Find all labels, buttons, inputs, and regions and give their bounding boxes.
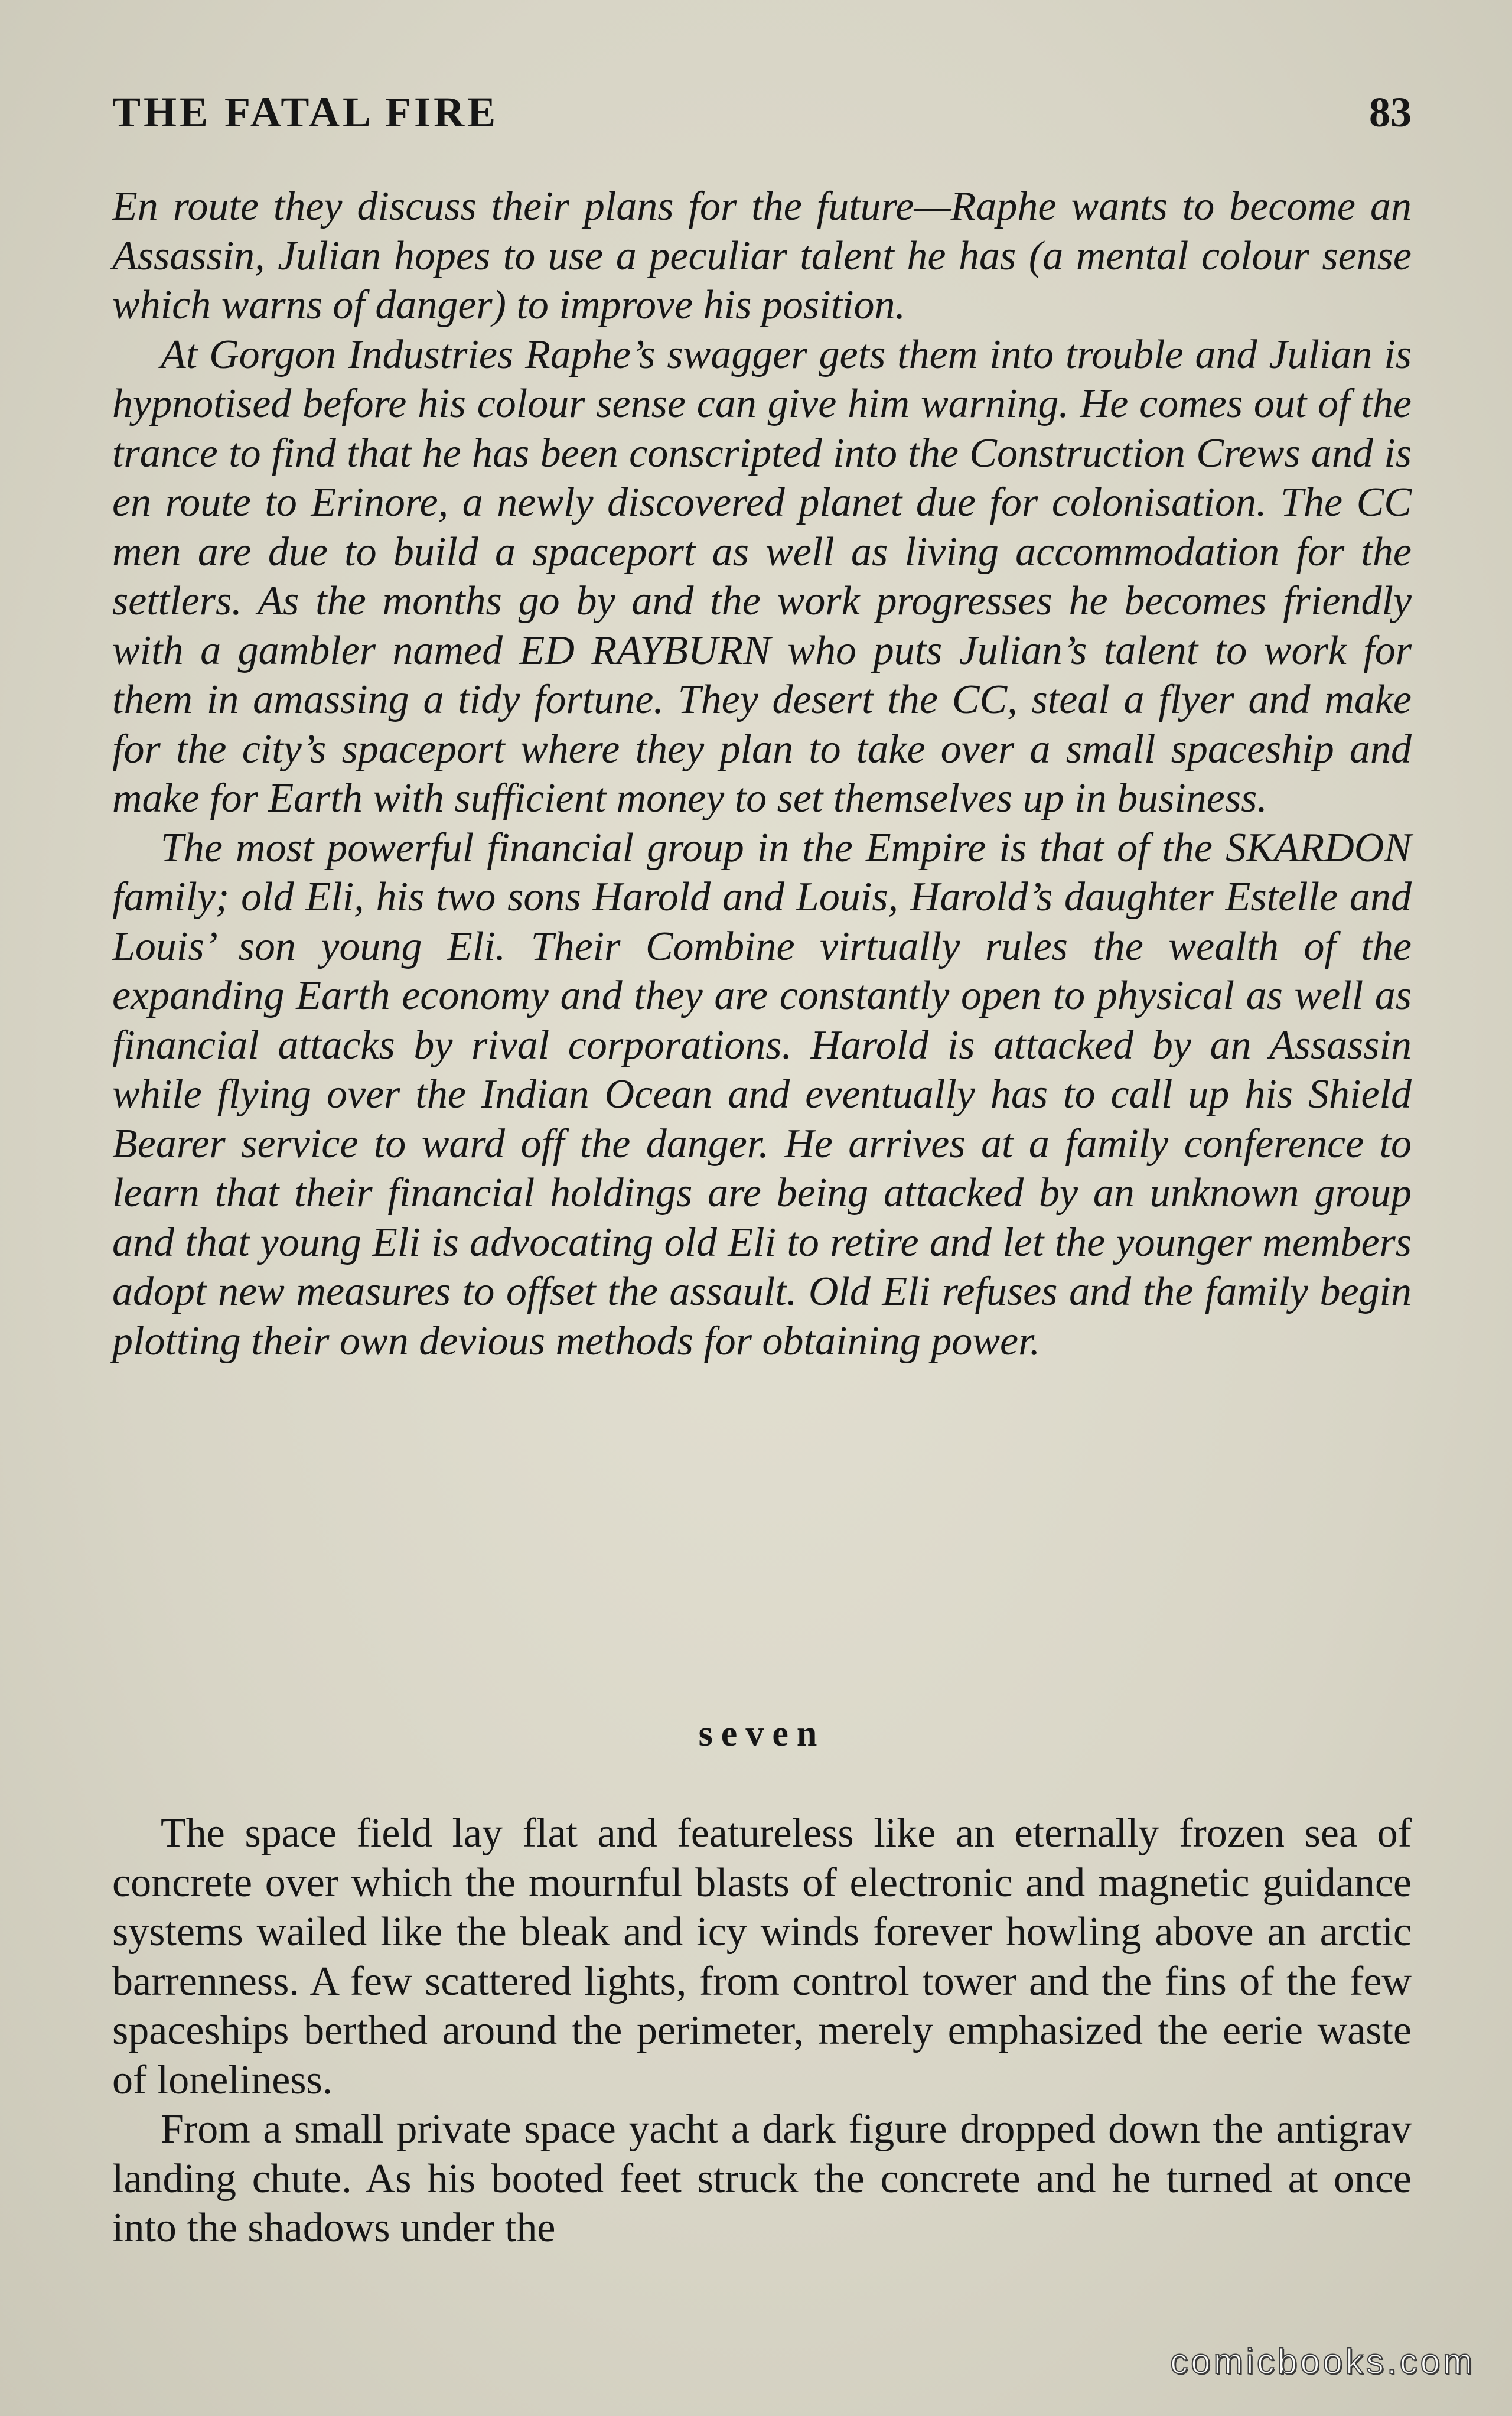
chapter-body bbox=[112, 1809, 1412, 2253]
synopsis-paragraph: En route they discuss their plans for the future—Raphe wants to become an Assassin, Julian hopes to use a peculiar talent he has (a mental colour sense which warns of danger) to improve his position. bbox=[112, 184, 1412, 328]
body-paragraph: From a small private space yacht a dark figure dropped down the antigrav landing chute. As his booted feet struck the concrete and he turned at once into the shadows under the bbox=[112, 2106, 1412, 2251]
page-number: 83 bbox=[1369, 89, 1412, 136]
synopsis-paragraph: At Gorgon Industries Raphe’s swagger gets them into trouble and Julian is hypnotised before his colour sense can give him warning. He comes out of the trance to find that he has been conscripted into the Construction Crews and is en route to Erinore, a newly discovered planet due for colonisation. The CC men are due to build a spaceport as well as living accommodation for the settlers. As the months go by and the work progresses he becomes friendly with a gambler named ED RAYBURN who puts Julian’s talent to work for them in amassing a tidy fortune. They desert the CC, steal a flyer and make for the city’s spaceport where they plan to take over a small spaceship and make for Earth with sufficient money to set themselves up in business. bbox=[112, 331, 1412, 821]
page-header bbox=[112, 86, 1412, 139]
synopsis-paragraph: The most powerful financial group in the Empire is that of the SKARDON family; old Eli, his two sons Harold and Louis, Harold’s daughter Estelle and Louis’ son young Eli. Their Combine virtually rules the wealth of the expanding Earth economy and they are constantly open to physical as well as financial attacks by rival corporations. Harold is attacked by an Assassin while flying over the Indian Ocean and eventually has to call up his Shield Bearer service to ward off the danger. He arrives at a family conference to learn that their financial holdings are being attacked by an unknown group and that young Eli is advocating old Eli to retire and let the younger members adopt new measures to offset the assault. Old Eli refuses and the family begin plotting their own devious methods for obtaining power. bbox=[112, 825, 1412, 1364]
running-head: THE FATAL FIRE bbox=[112, 89, 499, 136]
synopsis-section bbox=[112, 182, 1412, 1366]
chapter-heading: seven bbox=[698, 1714, 826, 1754]
watermark: comicbooks.com bbox=[1170, 2342, 1475, 2381]
body-paragraph: The space field lay flat and featureless like an eternally frozen sea of concrete over which the mournful blasts of electronic and magnetic guidance systems wailed like the bleak and icy winds forever howling above an arctic barrenness. A few scattered lights, from control tower and the fins of the few spaceships berthed around the perimeter, merely emphasized the eerie waste of loneliness. bbox=[112, 1811, 1412, 2103]
